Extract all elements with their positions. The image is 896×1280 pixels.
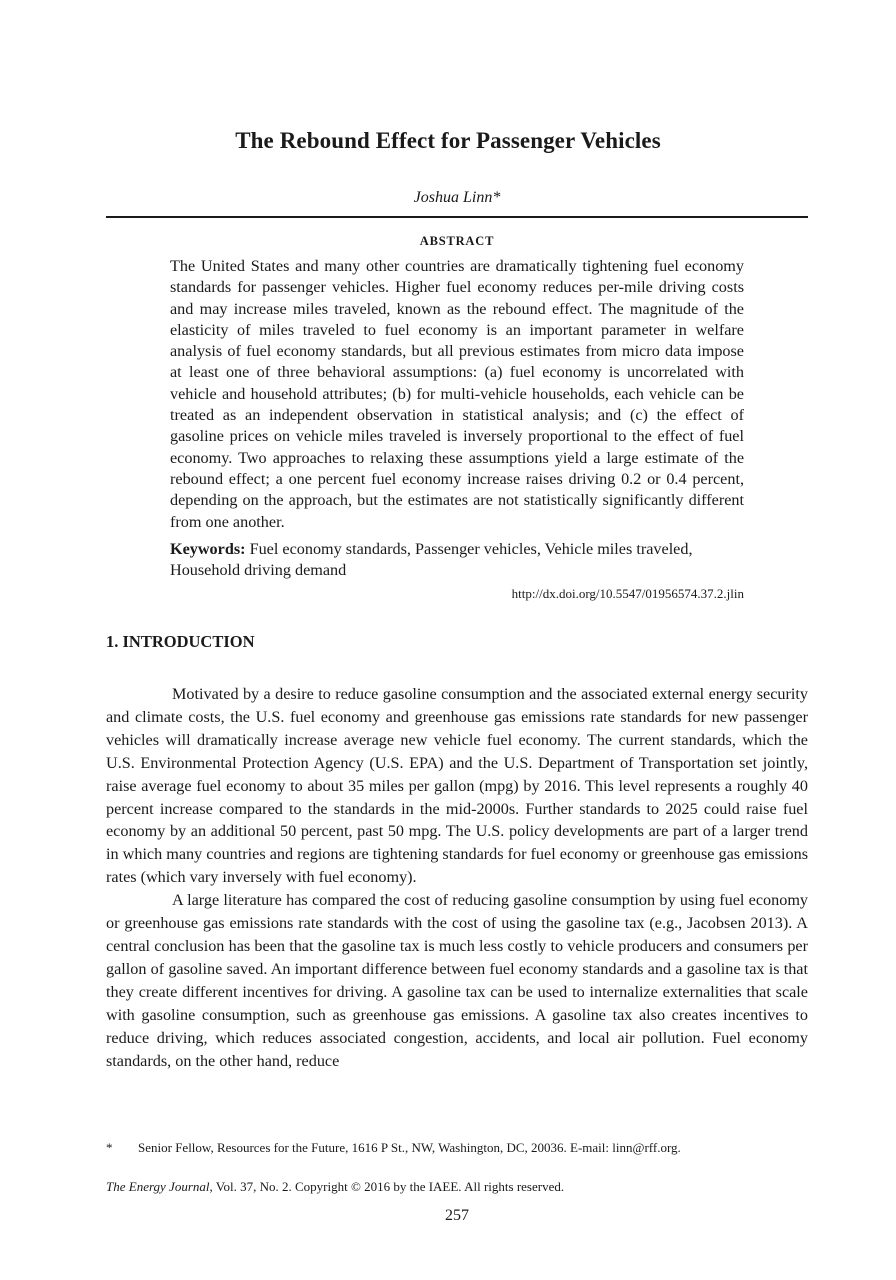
keywords: [170, 539, 730, 582]
section-heading: 1. INTRODUCTION: [106, 632, 255, 651]
abstract-heading: ABSTRACT: [419, 234, 495, 248]
section-body: [106, 683, 808, 1072]
footnote: [106, 1139, 808, 1156]
keywords-list: Fuel economy standards, Passenger vehicles, Vehicle miles traveled, Household driving demand: [170, 540, 693, 580]
doi-link[interactable]: http://dx.doi.org/10.5547/01956574.37.2.jlin: [511, 586, 744, 601]
paper-title: The Rebound Effect for Passenger Vehicles: [235, 128, 661, 153]
body-paragraph: Motivated by a desire to reduce gasoline consumption and the associated external energy security and climate costs, the U.S. fuel economy and greenhouse gas emissions rate standards for new passenger vehicles will dramatically increase average new vehicle fuel economy. The current standards, which the U.S. Environmental Protection Agency (U.S. EPA) and the U.S. Department of Transportation set jointly, raise average fuel economy to about 35 miles per gallon (mpg) by 2016. This level represents a roughly 40 percent increase compared to the standards in the mid-2000s. Further standards to 2025 could raise fuel economy by an additional 50 percent, past 50 mpg. The U.S. policy developments are part of a larger trend in which many countries and regions are tightening standards for fuel economy or greenhouse gas emissions rates (which vary inversely with fuel economy).: [106, 685, 808, 887]
journal-citation: [106, 1179, 808, 1195]
abstract-text: The United States and many other countries are dramatically tightening fuel economy standards for passenger vehicles. Higher fuel economy reduces per-mile driving costs and may increase miles traveled, known as the rebound effect. The magnitude of the elasticity of miles traveled to fuel economy is an important parameter in welfare analysis of fuel economy standards, but all previous estimates from micro data impose at least one of three behavioral assumptions: (a) fuel economy is uncorrelated with vehicle and household attributes; (b) for multi-vehicle households, each vehicle can be treated as an independent observation in statistical analysis; and (c) the effect of gasoline prices on vehicle miles traveled is inversely proportional to the effect of fuel economy. Two approaches to relaxing these assumptions yield a large estimate of the rebound effect; a one percent fuel economy increase raises driving 0.2 or 0.4 percent, depending on the approach, but the estimates are not statistically significantly different from one another.: [170, 257, 744, 531]
journal-copyright: , Vol. 37, No. 2. Copyright © 2016 by the IAEE. All rights reserved.: [209, 1179, 565, 1194]
page-number: 257: [445, 1207, 469, 1224]
body-paragraph: A large literature has compared the cost of reducing gasoline consumption by using fuel economy or greenhouse gas emissions rate standards with the cost of using the gasoline tax (e.g., Jacobsen 2013). A central conclusion has been that the gasoline tax is much less costly to vehicle producers and consumers per gallon of gasoline saved. An important difference between fuel economy standards and a gasoline tax is that they create different incentives for driving. A gasoline tax can be used to internalize externalities that scale with gasoline consumption, such as greenhouse gas emissions. A gasoline tax also creates incentives to reduce driving, which reduces associated congestion, accidents, and local air pollution. Fuel economy standards, on the other hand, reduce: [106, 891, 808, 1070]
footnote-text: Senior Fellow, Resources for the Future, 1616 P St., NW, Washington, DC, 20036. E-mail: linn@rff.org.: [138, 1140, 681, 1155]
journal-name: The Energy Journal: [106, 1179, 210, 1194]
keywords-label: Keywords:: [170, 540, 246, 558]
footnote-mark: *: [106, 1140, 113, 1155]
title-divider: [106, 216, 808, 218]
author-name: Joshua Linn*: [413, 189, 501, 206]
